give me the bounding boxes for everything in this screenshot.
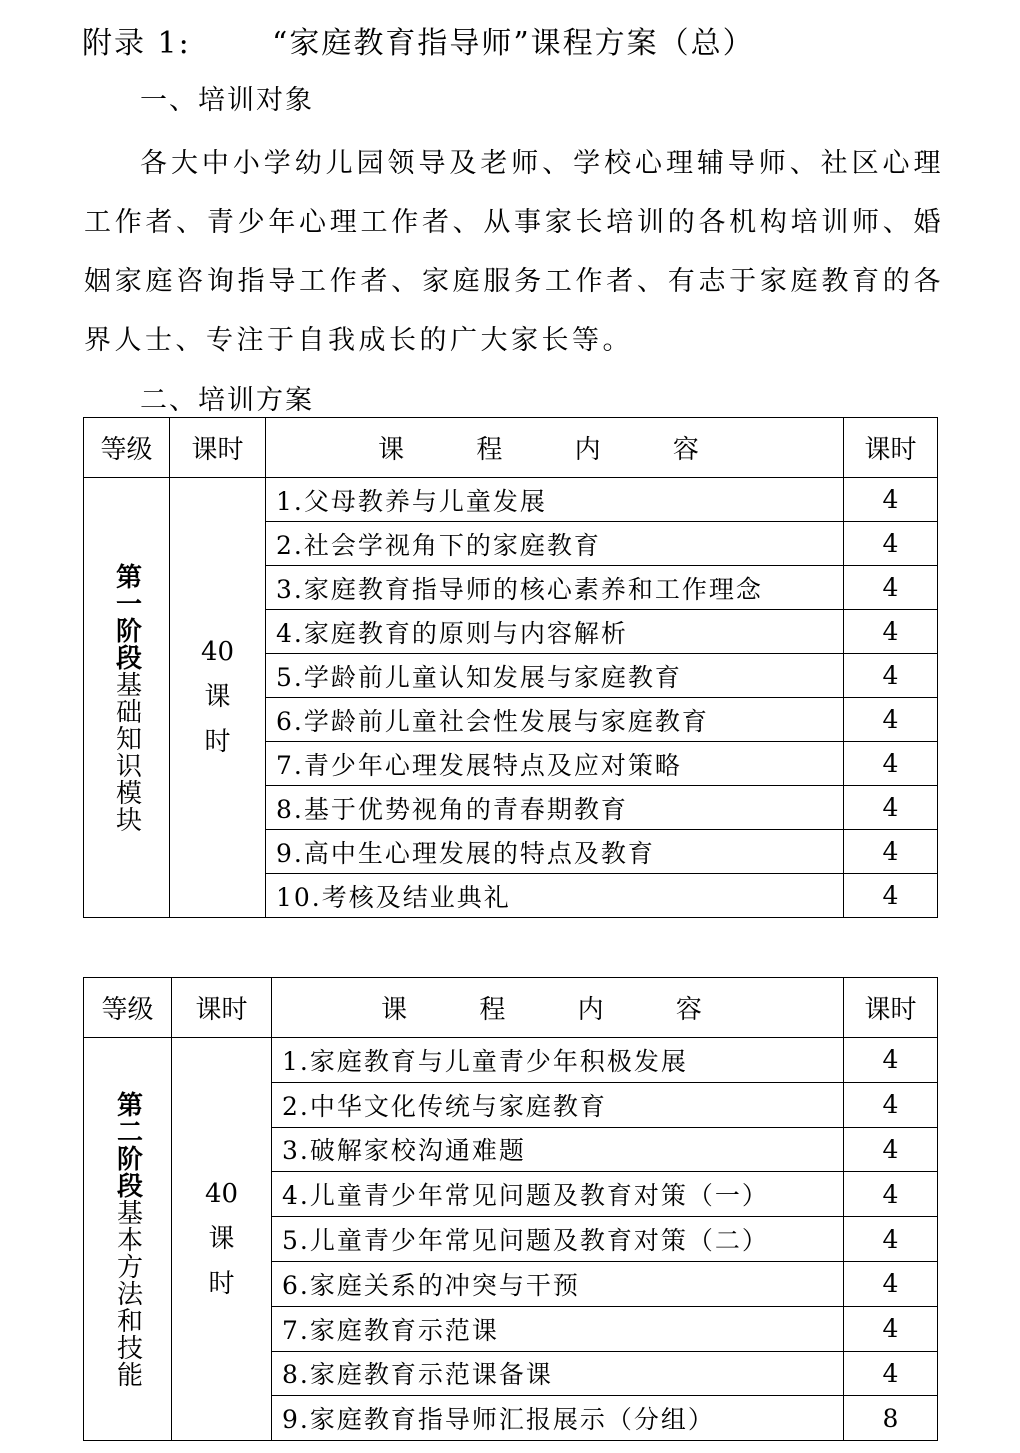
- course-name: 1.父母教养与儿童发展: [266, 478, 844, 522]
- header-total-hours: 课时: [172, 978, 272, 1038]
- course-hours: 4: [844, 610, 938, 654]
- course-hours: 4: [844, 1217, 938, 1262]
- course-hours: 4: [844, 1261, 938, 1306]
- course-hours: 4: [844, 786, 938, 830]
- course-name: 7.家庭教育示范课: [272, 1306, 844, 1351]
- course-name: 10.考核及结业典礼: [266, 874, 844, 918]
- total-unit-2: 时: [208, 1268, 235, 1299]
- total-unit-2: 时: [204, 727, 231, 757]
- course-hours: 4: [844, 478, 938, 522]
- course-name: 2.社会学视角下的家庭教育: [266, 522, 844, 566]
- course-table-stage1: [83, 417, 938, 918]
- total-unit-1: 课: [208, 1223, 235, 1254]
- course-hours: 4: [844, 1127, 938, 1172]
- header-course-content: 课 程 内 容: [272, 978, 844, 1038]
- course-hours: 4: [844, 1172, 938, 1217]
- section2-heading: 二、培训方案: [140, 385, 314, 416]
- course-name: 1.家庭教育与儿童青少年积极发展: [272, 1038, 844, 1083]
- stage-total-hours: [170, 478, 266, 918]
- course-name: 7.青少年心理发展特点及应对策略: [266, 742, 844, 786]
- page-title: [82, 18, 755, 62]
- stage-cell: [84, 1038, 172, 1441]
- course-hours: 4: [844, 742, 938, 786]
- stage-subtitle: 基本方法和技能: [112, 1198, 143, 1388]
- course-hours: 4: [844, 1306, 938, 1351]
- course-name: 2.中华文化传统与家庭教育: [272, 1082, 844, 1127]
- title-main: “家庭教育指导师”课程方案（总）: [272, 26, 755, 61]
- course-name: 3.破解家校沟通难题: [272, 1127, 844, 1172]
- header-total-hours: 课时: [170, 418, 266, 478]
- course-name: 3.家庭教育指导师的核心素养和工作理念: [266, 566, 844, 610]
- course-name: 5.学龄前儿童认知发展与家庭教育: [266, 654, 844, 698]
- course-name: 4.家庭教育的原则与内容解析: [266, 610, 844, 654]
- course-name: 6.学龄前儿童社会性发展与家庭教育: [266, 698, 844, 742]
- table-header-row: [84, 418, 938, 478]
- course-name: 9.高中生心理发展的特点及教育: [266, 830, 844, 874]
- course-name: 4.儿童青少年常见问题及教育对策（一）: [272, 1172, 844, 1217]
- course-hours: 4: [844, 830, 938, 874]
- section1-heading: 一、培训对象: [140, 85, 314, 116]
- stage-total-hours: [172, 1038, 272, 1441]
- stage-title: 第二阶段: [112, 1090, 143, 1199]
- header-course-content: 课 程 内 容: [266, 418, 844, 478]
- course-name: 6.家庭关系的冲突与干预: [272, 1261, 844, 1306]
- total-number: 40: [200, 637, 235, 667]
- header-level: 等级: [84, 978, 172, 1038]
- course-hours: 4: [844, 1038, 938, 1083]
- table-row: [84, 478, 938, 522]
- course-name: 8.基于优势视角的青春期教育: [266, 786, 844, 830]
- total-number: 40: [204, 1178, 239, 1209]
- course-name: 8.家庭教育示范课备课: [272, 1351, 844, 1396]
- course-hours: 4: [844, 566, 938, 610]
- table-header-row: [84, 978, 938, 1038]
- section1-text: 各大中小学幼儿园领导及老师、学校心理辅导师、社区心理工作者、青少年心理工作者、从事家长培训的各机构培训师、婚姻家庭咨询指导工作者、家庭服务工作者、有志于家庭教育的各界人士、专注于自我成长的广大家长等。: [84, 148, 944, 356]
- header-hours: 课时: [844, 418, 938, 478]
- course-table-stage2: [83, 977, 938, 1441]
- table-row: [84, 1038, 938, 1083]
- header-hours: 课时: [844, 978, 938, 1038]
- course-name: 9.家庭教育指导师汇报展示（分组）: [272, 1396, 844, 1441]
- appendix-label: 附录 1:: [82, 26, 191, 61]
- course-hours: 8: [844, 1396, 938, 1441]
- course-hours: 4: [844, 698, 938, 742]
- stage-cell: [84, 478, 170, 918]
- course-hours: 4: [844, 1351, 938, 1396]
- course-hours: 4: [844, 654, 938, 698]
- header-level: 等级: [84, 418, 170, 478]
- course-hours: 4: [844, 1082, 938, 1127]
- course-hours: 4: [844, 874, 938, 918]
- total-unit-1: 课: [204, 682, 231, 712]
- stage-title: 第一阶段: [111, 562, 142, 671]
- course-name: 5.儿童青少年常见问题及教育对策（二）: [272, 1217, 844, 1262]
- course-hours: 4: [844, 522, 938, 566]
- stage-subtitle: 基础知识模块: [111, 670, 142, 833]
